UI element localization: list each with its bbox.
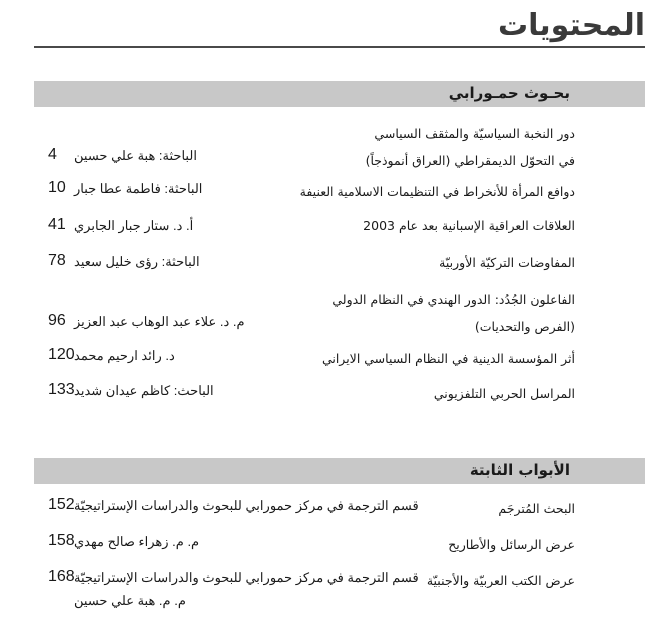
entry-author: م. م. زهراء صالح مهدي: [74, 534, 200, 549]
entry-title-line: الفاعلون الجُدُد: الدور الهندي في النظام الدولي: [332, 292, 575, 307]
entry-page-number: 120: [48, 346, 75, 363]
section-header-hammurabi-research: [34, 81, 645, 107]
entry-title: [332, 286, 575, 340]
entry-author: الباحثة: فاطمة عطا جبار: [74, 181, 203, 196]
entry-page-number: 158: [48, 532, 75, 549]
entry-title-line: دور النخبة السياسيّة والمثقف السياسي: [374, 126, 575, 141]
section-heading: الأبواب الثابتة: [469, 461, 570, 479]
entry-title: أثر المؤسسة الدينية في النظام السياسي الايراني: [321, 351, 575, 366]
entry-page-number: 168: [48, 568, 75, 585]
entry-page-number: 4: [48, 146, 57, 163]
entry-page-number: 10: [48, 179, 66, 196]
entry-page-number: 41: [48, 216, 66, 233]
section-header-fixed-sections: [34, 458, 645, 484]
entry-title: [366, 120, 575, 174]
entry-title: عرض الكتب العربيّة والأجنبيّة: [426, 573, 575, 588]
entry-title: المراسل الحربي التلفزيوني: [433, 386, 575, 401]
page-title: المحتويات: [497, 8, 645, 43]
entry-title: البحث المُترجَم: [498, 501, 575, 516]
entry-title: المفاوضات التركيّة الأوربيّة: [439, 255, 575, 270]
entry-title-line: في التحوّل الديمقراطي (العراق أنموذجاً): [365, 153, 575, 168]
entry-title: دوافع المرأة للأنخراط في التنظيمات الاسلامية العنيفة: [299, 184, 575, 199]
entry-author: أ. د. ستار جبار الجابري: [74, 218, 194, 233]
entry-author: م. د. علاء عبد الوهاب عبد العزيز: [74, 314, 245, 329]
entry-title-line: (الفرص والتحديات): [474, 319, 575, 334]
entry-author: الباحث: كاظم عيدان شديد: [74, 383, 214, 398]
entry-page-number: 96: [48, 312, 66, 329]
entry-author: الباحثة: رؤى خليل سعيد: [74, 254, 200, 269]
section-heading: بحـوث حمـورابي: [448, 84, 570, 102]
entry-author: قسم الترجمة في مركز حمورابي للبحوث والدراسات الإستراتيجيّة: [74, 570, 419, 585]
entry-author-second: م. م. هبة علي حسين: [74, 593, 186, 608]
entry-title: عرض الرسائل والأطاريح: [448, 537, 575, 552]
entry-page-number: 152: [48, 496, 75, 513]
entry-author: د. رائد ارحيم محمد: [74, 348, 175, 363]
entry-title: العلاقات العراقية الإسبانية بعد عام 2003: [363, 218, 575, 233]
entry-page-number: 133: [48, 381, 75, 398]
entry-author: الباحثة: هبة علي حسين: [74, 148, 197, 163]
entry-page-number: 78: [48, 252, 66, 269]
title-divider: [34, 46, 645, 48]
entry-author: قسم الترجمة في مركز حمورابي للبحوث والدراسات الإستراتيجيّة: [74, 498, 419, 513]
